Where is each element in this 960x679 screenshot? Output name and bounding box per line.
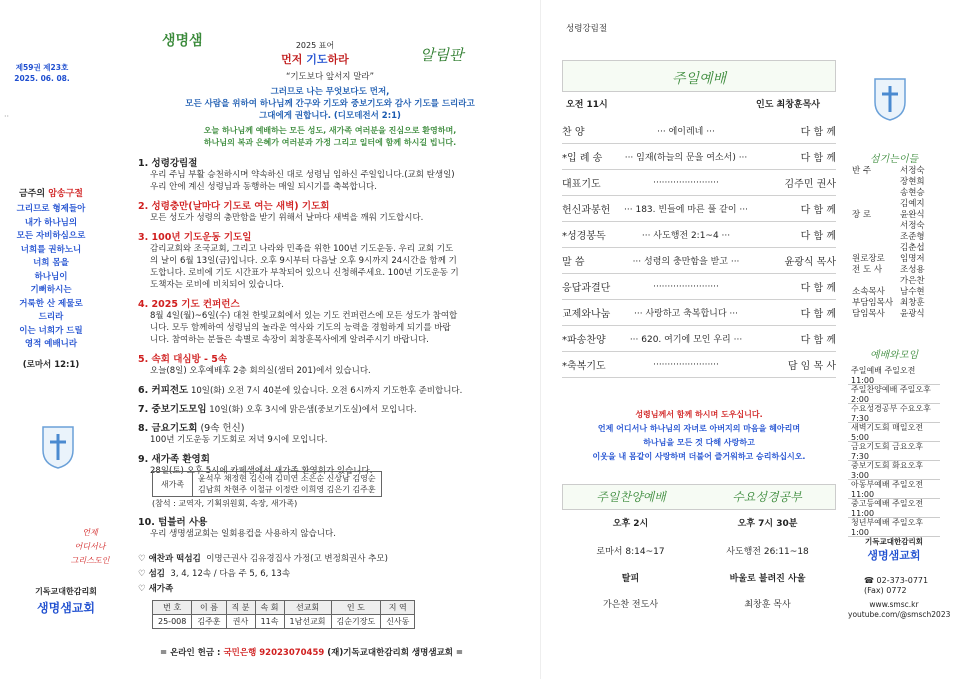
verse-reference: (로마서 12:1) [22, 359, 80, 370]
announcement-subtitle: (9속 헌신) [197, 423, 245, 434]
motto [240, 40, 390, 67]
staff-row [852, 221, 940, 232]
announcement-line: 도합니다. 로비에 기도 시간표가 부착되어 있으니 신청해주세요. 100년 기도운동 기 [150, 268, 459, 278]
item-10-text: 우리 생명샘교회는 일회용컵을 사용하지 않습니다. [150, 529, 336, 539]
verse-line: 영적 예배니라 [24, 339, 78, 349]
intro-line-3: 그대에게 권합니다. (디모데전서 2:1) [259, 111, 401, 121]
fellowship-label: ♡ 애찬과 떡섬김 [138, 554, 201, 564]
intro-line-1: 그러므로 나는 무엇보다도 먼저, [270, 87, 390, 97]
announcement-inline: 10일(화) 오전 7시 40분에 있습니다. 오전 6시까지 기도한후 준비합니다. [188, 386, 463, 396]
verse-line: 이는 너희가 드릴 [19, 325, 83, 336]
staff-row [852, 265, 940, 276]
order-detail: ··· 에이레네 ··· [657, 127, 715, 137]
service-notes [138, 552, 388, 597]
table-cell: 신사동 [381, 615, 415, 629]
verse-line: 너희를 권하노니 [20, 244, 82, 255]
motto-c: 하라 [327, 53, 349, 66]
order-of-worship [562, 118, 836, 378]
service-row: 주일찬양예배 주일오후 2:00 [848, 385, 940, 404]
table-header: 지 역 [381, 601, 415, 615]
order-label: *축복기도 [562, 361, 606, 372]
new-family-box [152, 471, 382, 497]
logo-text: 생명샘 [162, 33, 203, 49]
slogan-handwriting [70, 526, 110, 568]
worship-order-row [562, 170, 836, 196]
staff-name: 남수현 [900, 287, 925, 297]
staff-name: 조준형 [900, 232, 925, 242]
wednesday-preacher: 최창훈 목사 [744, 600, 791, 610]
worship-order-row [562, 118, 836, 144]
website-link[interactable]: www.smsc.kr [869, 600, 919, 609]
wednesday-scripture: 사도행전 26:11~18 [726, 547, 809, 557]
item-10-heading: 10. 텀블러 사용 [138, 517, 208, 528]
season-label: 성령강림절 [566, 24, 608, 34]
order-detail: ··· 사도행전 2:1~4 ··· [641, 231, 731, 241]
new-family-note: (참석 : 교역자, 기획위원회, 속장, 새가족) [152, 499, 298, 508]
staff-row [852, 298, 940, 309]
verse-line: 거룩한 산 제물로 [19, 298, 83, 309]
staff-list [852, 166, 940, 320]
staff-role [852, 199, 900, 210]
motto-year: 2025 표어 [295, 41, 335, 50]
announcement-heading [138, 401, 528, 415]
order-label: *입 례 송 [562, 153, 603, 164]
table-header: 번 호 [153, 601, 192, 615]
item-10 [138, 514, 528, 540]
announcement-heading [138, 351, 528, 365]
issue-info [14, 62, 70, 84]
announcement-line: 도책자는 로비에 비치되어 있습니다. [150, 280, 284, 290]
staff-role: 원로장로 [852, 254, 885, 264]
announcement-heading [138, 382, 528, 396]
order-detail: ··· 620. 여기에 모인 우리 ··· [629, 335, 743, 345]
announcement-line: 니다. 모두 함께하여 성령님의 놀라운 역사와 기도의 능력을 경험하게 되기를 바랍 [150, 323, 451, 333]
service-row: 주일예배 주일오전 11:00 [848, 366, 940, 385]
worship-order-row [562, 274, 836, 300]
staff-role: 부담임목사 [852, 298, 894, 308]
youtube-link[interactable]: youtube.com/@smsch2023 [848, 610, 951, 619]
order-label: 대표기도 [562, 179, 601, 190]
worship-order-row [562, 196, 836, 222]
announcement-heading [138, 229, 528, 243]
table-cell: 권사 [226, 615, 255, 629]
staff-role: 소속목사 [852, 287, 885, 297]
order-detail: ··· 성령의 충만함을 받고 ··· [632, 257, 740, 267]
announcement-heading [138, 451, 528, 465]
staff-name: 김예지 [900, 199, 925, 209]
staff-name: 임명저 [900, 254, 925, 264]
announcement-heading [138, 155, 528, 169]
offering-label: = 온라인 헌금 : [160, 648, 221, 658]
announcement-inline: 10일(화) 오후 3시에 맑은샘(중보기도실)에서 모입니다. [206, 405, 417, 415]
order-leader: 윤광식 목사 [784, 257, 836, 268]
staff-row [852, 210, 940, 221]
offering-recipient: (재)기독교대한감리회 생명샘교회 = [327, 648, 464, 658]
worship-order-row [562, 222, 836, 248]
announcement-line: 니다. 참여하는 분들은 속별로 속장이 최창훈목사에게 알려주시기 바랍니다. [150, 335, 429, 345]
service-row: 새벽기도회 매일오전 5:00 [848, 423, 940, 442]
bless-line-4: 이웃을 내 몸같이 사랑하며 더불어 즐거워하고 승리하십시오. [592, 452, 806, 461]
staff-name: 김춘섭 [900, 243, 925, 253]
bless-line-3: 하나님을 모든 것 다해 사랑하고 [643, 438, 755, 447]
notice-board-handwriting: 알림판 [420, 46, 464, 64]
church-name: 생명샘교회 [867, 549, 921, 562]
order-label: *성경봉독 [562, 231, 606, 242]
staff-name: 윤광식 [900, 309, 925, 319]
staff-role [852, 276, 900, 287]
worship-title: 주일예배 [671, 71, 727, 87]
welcome-line-1: 오늘 하나님께 예배하는 모든 성도, 새가족 여러분을 진심으로 환영하며, [203, 126, 457, 135]
staff-name: 서정숙 [900, 166, 925, 176]
worship-order-row [562, 326, 836, 352]
verse-line: 내가 하나님의 [24, 217, 78, 228]
staff-name: 윤완식 [900, 210, 925, 220]
bless-line-2: 언제 어디서나 하나님의 자녀로 아버지의 마음을 헤아리며 [597, 424, 801, 433]
announcement-title: 8. 금요기도회 [138, 423, 198, 434]
announcement-title: 1. 성령강림절 [138, 158, 198, 169]
verse-line: 그리므로 형제들아 [16, 204, 86, 214]
benediction-text [562, 408, 836, 464]
announcement-line: 우리 주님 부활 승천하시며 약속하신 대로 성령님 임하신 주일입니다.(교회 탄생일) [150, 170, 455, 180]
welcome-message [140, 125, 520, 149]
new-family-row1: 윤석무 채정현 김신애 김미연 소은순 신상남 김영순 [198, 474, 376, 483]
service-row: 청년부예배 주일오후 1:00 [848, 518, 940, 537]
staff-row [852, 166, 940, 177]
order-leader: 김주민 권사 [784, 179, 836, 190]
order-leader: 다 함 께 [800, 205, 836, 216]
church-logo-icon [872, 76, 908, 122]
service-row: 금요기도회 금요오후 7:30 [848, 442, 940, 461]
left-church-block [18, 586, 114, 616]
worship-order-row [562, 144, 836, 170]
announcement-line: 모든 성도가 성령의 충만함을 받기 위해서 날마다 새벽을 깨워 기도합시다. [150, 213, 424, 223]
staff-row [852, 309, 940, 320]
service-row: 아동부예배 주일오전 11:00 [848, 480, 940, 499]
service-row: 중고등예배 주일오전 11:00 [848, 499, 940, 518]
announcement-line: 28일(토) 오후 5시에 카페샘에서 새가족 환영회가 있습니다. [150, 466, 373, 476]
serve-text: 3, 4, 12속 / 다음 주 5, 6, 13속 [170, 569, 291, 579]
verse-title-a: 금주의 [18, 189, 46, 199]
service-row: 수요성경공부 수요오후 7:30 [848, 404, 940, 423]
announcement-line: 100년 기도운동 기도회로 저녁 9시에 모입니다. [150, 435, 328, 445]
staff-role [852, 188, 900, 199]
announcement-line: 우리 안에 계신 성령님과 동행하는 매일 되시기를 축복합니다. [150, 182, 377, 192]
announcement-title: 5. 속회 대심방 - 5속 [138, 354, 228, 365]
church-logo-icon [40, 424, 76, 470]
motto-a: 먼저 [281, 53, 303, 66]
fax: (Fax) 0772 [864, 586, 907, 595]
serve-label: ♡ 섬김 [138, 569, 166, 579]
table-cell: 김순기장도 [331, 615, 381, 629]
new-family-label: 새가족 [153, 472, 193, 497]
order-leader: 다 함 께 [800, 309, 836, 320]
announcement-title: 6. 커피전도 [138, 385, 189, 396]
table-header: 선교회 [284, 601, 331, 615]
order-leader: 다 함 께 [800, 283, 836, 294]
order-label: 말 씀 [562, 257, 585, 268]
announcement-title: 4. 2025 기도 컨퍼런스 [138, 299, 240, 310]
wednesday-study-title: 수요성경공부 [732, 490, 802, 504]
services-list [848, 366, 940, 537]
staff-name: 장현희 [900, 177, 925, 187]
worship-order-row [562, 300, 836, 326]
table-header: 속 회 [255, 601, 284, 615]
announcements [138, 150, 528, 477]
contact-info [864, 576, 928, 596]
issue-date: 2025. 06. 08. [14, 74, 70, 83]
intro-verse [140, 86, 520, 122]
newcomer-table [152, 600, 415, 629]
staff-row [852, 287, 940, 298]
order-detail: ······················· [653, 177, 719, 188]
table-header: 인 도 [331, 601, 381, 615]
staff-row [852, 276, 940, 287]
verse-line: 하나님이 [34, 271, 68, 282]
staff-role [852, 221, 900, 232]
afternoon-worship-title: 주일찬양예배 [596, 490, 666, 504]
staff-role [852, 232, 900, 243]
order-leader: 다 함 께 [800, 127, 836, 138]
dot-mark: ·· [4, 112, 10, 121]
wednesday-time: 오후 7시 30분 [737, 519, 798, 529]
table-cell: 25-008 [153, 615, 192, 629]
issue-number: 제59권 제23호 [15, 63, 69, 72]
order-leader: 다 함 께 [800, 231, 836, 242]
verse-line: 기뻐하시는 [30, 285, 72, 295]
table-header: 이 름 [192, 601, 226, 615]
announcement-heading [138, 296, 528, 310]
services-title: 예배와모임 [869, 350, 919, 361]
staff-role [852, 243, 900, 254]
afternoon-time: 오후 2시 [612, 519, 649, 529]
web-info [848, 600, 951, 620]
announcement-line: 의 날이 6월 13일(금)입니다. 오후 9시부터 다음날 오후 9시까지 24시간을 함께 기 [150, 256, 457, 266]
staff-name: 서정숙 [900, 221, 925, 231]
service-row: 중보기도회 화요오후 3:00 [848, 461, 940, 480]
announcement-title: 7. 중보기도모임 [138, 404, 207, 415]
order-leader: 다 함 께 [800, 153, 836, 164]
motto-b: 기도 [306, 53, 328, 66]
new-family-row2: 김남희 차현주 이철규 이정란 이희영 김은기 김주훈 [198, 485, 376, 494]
intro-line-2: 모든 사람을 위하여 하나님께 간구와 기도와 중보기도와 감사 기도를 드리라고 [185, 99, 475, 109]
order-detail: ··· 사랑하고 축복합니다 ··· [634, 309, 738, 319]
announcement-line: 감리교회와 조국교회, 그리고 나라와 민족을 위한 100년 기도운동. 우리 교회 기도 [150, 244, 454, 254]
order-label: 교제와나눔 [562, 309, 611, 320]
staff-name: 최창훈 [900, 298, 925, 308]
order-detail: ··· 임재(하늘의 문을 여소서) ··· [624, 153, 748, 163]
order-label: *파송찬양 [562, 335, 606, 346]
announcement-line: 8월 4일(월)~6일(수) 대천 한빛교회에서 있는 기도 컨퍼런스에 모든 성도가 참여합 [150, 311, 458, 321]
order-label: 응답과결단 [562, 283, 611, 294]
staff-role: 반 주 [852, 166, 872, 176]
afternoon-scripture: 로마서 8:14~17 [596, 547, 665, 557]
order-detail: ······················· [653, 281, 719, 292]
order-label: 찬 양 [562, 127, 585, 138]
wednesday-sermon: 바울로 불려진 사울 [729, 574, 806, 584]
announcement-heading [138, 198, 528, 212]
worship-leader: 인도 최창훈목사 [756, 100, 820, 110]
verse-title-b: 암송구절 [48, 189, 83, 199]
staff-row [852, 199, 940, 210]
announcement-title: 2. 성령충만(날마다 기도로 여는 새벽) 기도회 [138, 201, 330, 212]
order-label: 헌신과봉헌 [562, 205, 611, 216]
staff-title: 섬기는이들 [869, 154, 919, 165]
announcement-heading [138, 420, 528, 434]
bless-line-1: 성령님께서 함께 하시며 도우십니다. [635, 410, 763, 419]
welcome-line-2: 하나님의 복과 은혜가 여러분과 가정 그리고 일터에 함께 하시길 빕니다. [203, 138, 457, 147]
announcement-title: 9. 새가족 환영회 [138, 454, 210, 465]
other-services [562, 484, 836, 622]
slogan-line: 어디서나 [74, 542, 106, 551]
order-leader: 담 임 목 사 [787, 361, 836, 372]
staff-name: 송현승 [900, 188, 925, 198]
denomination: 기독교대한감리회 [865, 537, 923, 546]
phone: ☎ 02-373-0771 [864, 576, 929, 585]
staff-name: 가은찬 [900, 276, 925, 286]
order-detail: ······················· [653, 359, 719, 370]
fold-line [540, 0, 541, 679]
slogan-line: 언제 [82, 528, 98, 537]
staff-row [852, 188, 940, 199]
slogan-line: 그리스도인 [70, 556, 110, 565]
memory-verse [12, 186, 90, 370]
staff-row [852, 254, 940, 265]
order-detail: ··· 183. 빈들에 마른 풀 같이 ··· [624, 205, 748, 215]
announcement-title: 3. 100년 기도운동 기도일 [138, 232, 252, 243]
verse-line: 드리라 [38, 312, 64, 322]
bank-account: 국민은행 92023070459 [223, 648, 325, 658]
staff-role: 담임목사 [852, 309, 885, 319]
newcomer-label: ♡ 새가족 [138, 584, 174, 594]
staff-role [852, 177, 900, 188]
afternoon-sermon: 탈피 [621, 574, 640, 584]
verse-line: 너희 몸을 [33, 258, 69, 268]
worship-order-row [562, 248, 836, 274]
table-cell: 1남선교회 [284, 615, 331, 629]
staff-row [852, 232, 940, 243]
verse-line: 모든 자비하심으로 [16, 231, 86, 241]
staff-role: 장 로 [852, 210, 872, 220]
verse-text [12, 203, 90, 352]
right-church-block [848, 536, 940, 563]
table-cell: 김주훈 [192, 615, 226, 629]
worship-order-row [562, 352, 836, 378]
staff-row [852, 177, 940, 188]
staff-role: 전 도 사 [852, 265, 883, 275]
table-header: 직 분 [226, 601, 255, 615]
staff-name: 조성용 [900, 265, 925, 275]
staff-row [852, 243, 940, 254]
afternoon-preacher: 가은찬 전도사 [602, 600, 659, 610]
church-name: 생명샘교회 [37, 601, 95, 615]
online-offering [160, 646, 463, 658]
announcement-line: 오늘(8일) 오후예배후 2층 회의실(샘터 201)에서 있습니다. [150, 366, 371, 376]
order-leader: 다 함 께 [800, 335, 836, 346]
denomination: 기독교대한감리회 [35, 587, 97, 596]
worship-time: 오전 11시 [566, 100, 608, 110]
table-cell: 11속 [255, 615, 284, 629]
fellowship-text: 이명근권사 김유경집사 가정(고 변정희권사 추모) [206, 554, 388, 564]
motto-sub: “기도보다 앞서지 말라” [285, 72, 375, 82]
